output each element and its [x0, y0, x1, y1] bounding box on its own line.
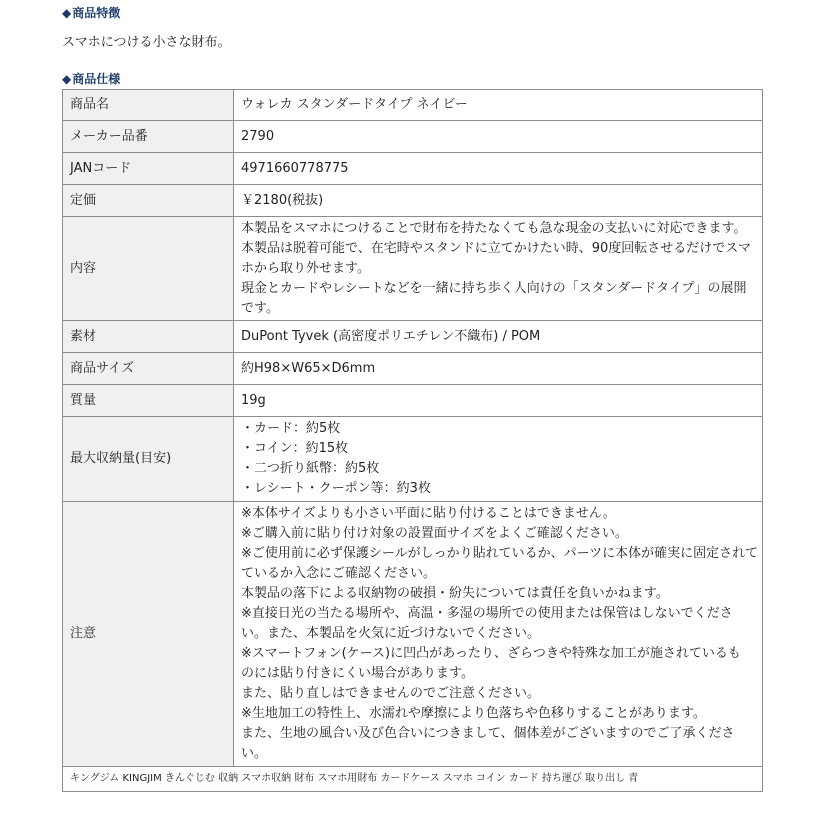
spec-label-name: 商品名: [63, 90, 234, 121]
spec-label-size: 商品サイズ: [63, 353, 234, 385]
notes-line: ※ご使用前に必ず保護シールがしっかり貼れているか、パーツに本体が確実に固定されて: [241, 546, 759, 561]
notes-line: ※本体サイズよりも小さい平面に貼り付けることはできません。: [241, 506, 616, 521]
spec-row-tags: [63, 767, 763, 792]
spec-row-material: [63, 321, 763, 353]
spec-row-capacity: [63, 417, 763, 502]
notes-line: い。また、本製品を火気に近づけないでください。: [241, 626, 541, 641]
content-line: 本製品をスマホにつけることで財布を持たなくても急な現金の支払いに対応できます。: [241, 220, 747, 236]
spec-label-model: メーカー品番: [63, 121, 234, 153]
spec-heading: [62, 70, 120, 87]
spec-value-name: ウォレカ スタンダードタイプ ネイビー: [234, 90, 763, 121]
diamond-bullet-icon: ◆: [62, 6, 72, 20]
spec-row-price: [63, 185, 763, 217]
diamond-bullet-icon: ◆: [62, 72, 72, 86]
spec-row-weight: [63, 385, 763, 417]
capacity-line: ・二つ折り紙幣：約5枚: [241, 461, 380, 476]
spec-label-jan: JANコード: [63, 153, 234, 185]
notes-line: ※直接日光の当たる場所や、高温・多湿の場所での使用または保管はしないでくださ: [241, 606, 733, 621]
spec-row-notes: [63, 502, 763, 767]
notes-line: ※ご購入前に貼り付け対象の設置面サイズをよくご確認ください。: [241, 526, 628, 541]
notes-line: 本製品の落下による収納物の破損・紛失については責任を負いかねます。: [241, 586, 669, 601]
spec-value-jan: 4971660778775: [234, 153, 763, 185]
spec-label-price: 定価: [63, 185, 234, 217]
spec-label-content: 内容: [63, 217, 234, 321]
content-line: です。: [241, 300, 279, 316]
keyword-tags: キングジム KINGJIM きんぐじむ 収納 スマホ収納 財布 スマホ用財布 カードケース スマホ コイン カード 持ち運び 取り出し 青: [63, 767, 763, 792]
spec-label-notes: 注意: [63, 502, 234, 767]
notes-line: い。: [241, 746, 268, 761]
spec-value-material: DuPont Tyvek (高密度ポリエチレン不織布) / POM: [234, 321, 763, 353]
notes-line: ているか入念にご確認ください。: [241, 566, 437, 581]
spec-row-size: [63, 353, 763, 385]
notes-line: また、生地の風合い及び色合いにつきまして、個体差がございますのでご了承くださ: [241, 726, 735, 741]
features-description: スマホにつける小さな財布。: [62, 35, 231, 50]
spec-heading-text: 商品仕様: [72, 72, 121, 86]
capacity-line: ・コイン：約15枚: [241, 441, 349, 456]
spec-row-jan: [63, 153, 763, 185]
notes-line: ※スマートフォン(ケース)に凹凸があったり、ざらつきや特殊な加工が施されているも: [241, 646, 741, 661]
notes-line: ※生地加工の特性上、水濡れや摩擦により色落ちや色移りすることがあります。: [241, 706, 706, 721]
spec-value-content: [234, 217, 763, 321]
features-heading-text: 商品特徴: [72, 6, 121, 20]
content-line: 本製品は脱着可能で、在宅時やスタンドに立てかけたい時、90度回転させるだけでスマ: [241, 240, 752, 256]
notes-line: のには貼り付きにくい場合があります。: [241, 666, 474, 681]
spec-label-material: 素材: [63, 321, 234, 353]
spec-value-model: 2790: [234, 121, 763, 153]
spec-value-price: ￥2180(税抜): [234, 185, 763, 217]
spec-table: [62, 89, 763, 792]
spec-row-content: [63, 217, 763, 321]
spec-label-weight: 質量: [63, 385, 234, 417]
spec-row-model: [63, 121, 763, 153]
spec-label-capacity: 最大収納量(目安): [63, 417, 234, 502]
content-line: ホから取り外せます。: [241, 260, 370, 276]
capacity-line: ・カード：約5枚: [241, 421, 341, 436]
spec-value-capacity: [234, 417, 763, 502]
content-line: 現金とカードやレシートなどを一緒に持ち歩く人向けの「スタンダードタイプ」の展開: [241, 280, 747, 296]
spec-value-size: 約H98×W65×D6mm: [234, 353, 763, 385]
spec-value-weight: 19g: [234, 385, 763, 417]
spec-value-notes: [234, 502, 763, 767]
notes-line: また、貼り直しはできませんのでご注意ください。: [241, 686, 541, 701]
spec-row-name: [63, 90, 763, 121]
capacity-line: ・レシート・クーポン等：約3枚: [241, 481, 431, 496]
features-heading: [62, 4, 120, 21]
